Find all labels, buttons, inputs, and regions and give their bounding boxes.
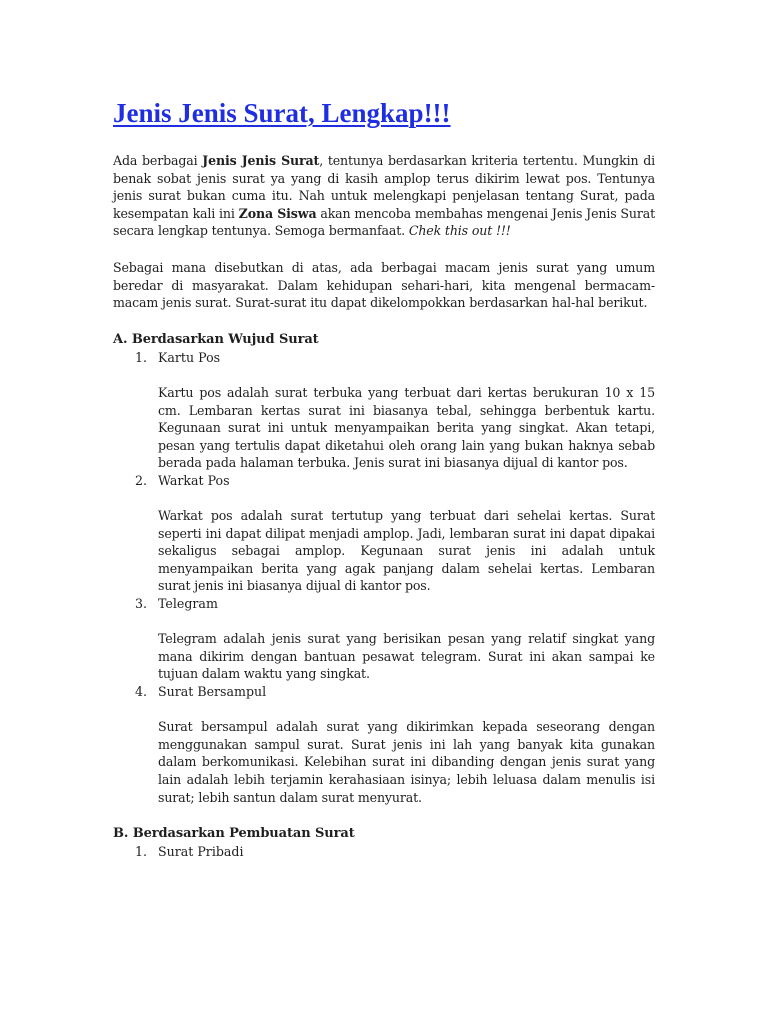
intro-bold-jenis-surat: Jenis Jenis Surat [202, 153, 320, 168]
list-item-number: 1. [135, 844, 148, 860]
paragraph-2: Sebagai mana disebutkan di atas, ada berbagai macam jenis surat yang umum beredar di masyarakat. Dalam kehidupan sehari-hari, kita mengenal bermacam-macam jenis surat. Surat-surat itu dapat dikelompokkan berdasarkan hal-hal berikut. [113, 259, 655, 311]
list-item-number: 4. [135, 684, 148, 700]
page-title[interactable]: Jenis Jenis Surat, Lengkap!!! [113, 98, 451, 128]
section-a-list [113, 349, 655, 806]
list-item-description: Warkat pos adalah surat tertutup yang terbuat dari sehelai kertas. Surat seperti ini dapat dilipat menjadi amplop. Jadi, lembaran surat ini dapat dipakai sekaligus sebagai amplop. Kegunaan surat jenis ini adalah untuk menyampaikan berita yang agak panjang dalam sehelai kertas. Lembaran surat jenis ini biasanya dijual di kantor pos. [158, 508, 655, 594]
intro-text-2: , tentunya berdasarkan kriteria tertentu. Mungkin di benak sobat jenis surat ya yang di kasih amplop terus dikirim lewat pos. Tentunya jenis surat bukan cuma itu. Nah untuk melengkapi penjelasan tentang Surat, pada kesempatan kali ini [113, 153, 655, 221]
list-item-label: Surat Pribadi [158, 844, 244, 860]
intro-text-1: Ada berbagai [113, 153, 203, 168]
list-item-number: 2. [135, 472, 148, 488]
list-item-label: Telegram [158, 596, 218, 612]
list-item-number: 1. [135, 349, 148, 365]
list-item-label: Kartu Pos [158, 349, 221, 365]
list-item [113, 595, 655, 683]
list-item [113, 349, 655, 472]
list-item-number: 3. [135, 596, 148, 612]
list-item [113, 843, 655, 861]
intro-italic-chek: Chek this out !!! [408, 223, 511, 239]
list-item-label: Warkat Pos [158, 472, 230, 488]
list-item [113, 472, 655, 595]
section-b-heading: B. Berdasarkan Pembuatan Surat [113, 826, 355, 842]
intro-text-3: akan mencoba membahas mengenai Jenis Jenis Surat secara lengkap tentunya. Semoga bermanfaat. [113, 205, 655, 239]
list-item [113, 683, 655, 806]
list-item-label: Surat Bersampul [158, 684, 267, 700]
intro-bold-zona-siswa: Zona Siswa [238, 205, 317, 221]
list-item-description: Kartu pos adalah surat terbuka yang terbuat dari kertas berukuran 10 x 15 cm. Lembaran kertas surat ini biasanya tebal, sehingga berbentuk kartu. Kegunaan surat ini untuk menyampaikan berita yang singkat. Akan tetapi, pesan yang tertulis dapat diketahui oleh orang lain yang bukan haknya sebab berada pada halaman terbuka. Jenis surat ini biasanya dijual di kantor pos. [158, 384, 655, 471]
list-item-description: Surat bersampul adalah surat yang dikirimkan kepada seseorang dengan menggunakan sampul surat. Surat jenis ini lah yang banyak kita gunakan dalam berkomunikasi. Kelebihan surat ini dibanding dengan jenis surat yang lain adalah lebih terjamin kerahasiaan isinya; lebih leluasa dalam menulis isi surat; lebih santun dalam surat menyurat. [158, 719, 655, 805]
section-a-heading: A. Berdasarkan Wujud Surat [113, 331, 319, 347]
document-page [113, 96, 655, 861]
intro-paragraph [113, 152, 655, 240]
section-b-list [113, 843, 655, 861]
list-item-description: Telegram adalah jenis surat yang berisikan pesan yang relatif singkat yang mana dikirim dengan bantuan pesawat telegram. Surat ini akan sampai ke tujuan dalam waktu yang singkat. [158, 631, 655, 682]
